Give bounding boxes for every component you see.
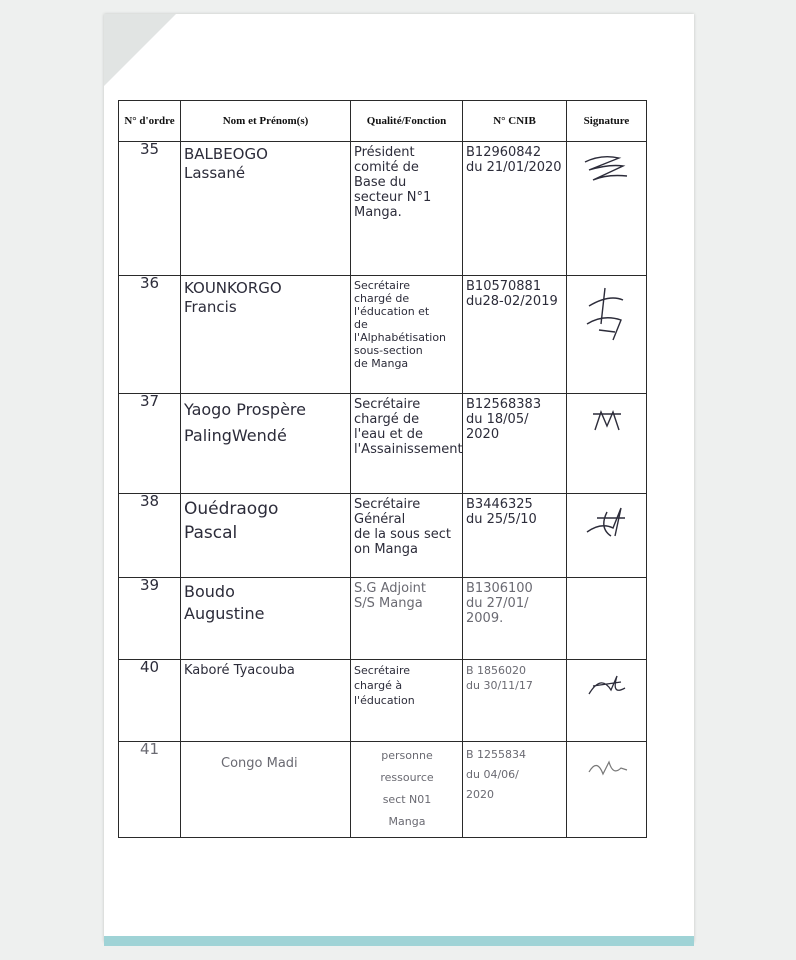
signature-scribble: [579, 284, 635, 344]
signature-scribble: [581, 668, 633, 704]
row-number: 38: [119, 494, 181, 578]
row-signature: [567, 742, 647, 838]
document-page: [104, 14, 694, 942]
header-cnib: N° CNIB: [463, 101, 567, 142]
row-cnib: [463, 660, 567, 742]
row-number: 35: [119, 142, 181, 276]
row-number: 37: [119, 394, 181, 494]
row-name: [181, 660, 351, 742]
row-name-text: KOUNKORGO Francis: [184, 279, 282, 316]
row-role-text: Président comité de Base du secteur N°1 Manga.: [354, 145, 432, 220]
signature-scribble: [581, 750, 633, 786]
table-row: [119, 276, 647, 394]
row-cnib-text: B3446325 du 25/5/10: [466, 497, 537, 527]
table-row: [119, 394, 647, 494]
row-role: [351, 660, 463, 742]
signature-table: [118, 100, 647, 838]
row-role-text: Secrétaire chargé de l'eau et de l'Assainissement: [354, 397, 463, 457]
row-cnib-text: B 1255834 du 04/06/ 2020: [466, 748, 527, 801]
bottom-strip: [104, 936, 694, 946]
row-name: [181, 742, 351, 838]
header-role: Qualité/Fonction: [351, 101, 463, 142]
row-role: [351, 394, 463, 494]
signature-scribble: [579, 150, 635, 190]
row-cnib: [463, 578, 567, 660]
row-name: [181, 578, 351, 660]
row-cnib-text: B12960842 du 21/01/2020: [466, 145, 562, 175]
header-signature: Signature: [567, 101, 647, 142]
row-role-text: Secrétaire Général de la sous sect on Manga: [354, 497, 451, 557]
row-name: [181, 142, 351, 276]
row-name: [181, 394, 351, 494]
row-cnib: [463, 394, 567, 494]
row-cnib-text: B12568383 du 18/05/ 2020: [466, 397, 542, 442]
row-role: [351, 142, 463, 276]
row-role-text: Secrétaire chargé de l'éducation et de l'Alphabétisation sous-section de Manga: [354, 279, 447, 370]
row-cnib: [463, 494, 567, 578]
row-name-text: Congo Madi: [221, 756, 298, 771]
row-cnib: [463, 742, 567, 838]
row-name-text: Yaogo Prospère PalingWendé: [184, 400, 306, 445]
row-name: [181, 276, 351, 394]
page-fold-shadow: [104, 14, 176, 86]
row-number: 41: [119, 742, 181, 838]
row-number: 40: [119, 660, 181, 742]
row-number: 36: [119, 276, 181, 394]
table-row: [119, 578, 647, 660]
row-cnib: [463, 276, 567, 394]
header-name: Nom et Prénom(s): [181, 101, 351, 142]
signature-scribble: [587, 402, 627, 442]
row-number: 39: [119, 578, 181, 660]
row-signature: [567, 660, 647, 742]
row-name: [181, 494, 351, 578]
row-role: [351, 494, 463, 578]
row-signature: [567, 142, 647, 276]
table-row: [119, 494, 647, 578]
row-name-text: Ouédraogo Pascal: [184, 499, 279, 543]
row-role-text: S.G Adjoint S/S Manga: [354, 581, 427, 611]
row-signature-empty: [567, 578, 647, 660]
row-role-text: Secrétaire chargé à l'éducation: [354, 664, 415, 707]
row-signature: [567, 276, 647, 394]
row-signature: [567, 394, 647, 494]
row-role: [351, 276, 463, 394]
table-row: [119, 742, 647, 838]
table-row: [119, 142, 647, 276]
header-order: N° d'ordre: [119, 101, 181, 142]
row-cnib-text: B1306100 du 27/01/ 2009.: [466, 581, 533, 626]
row-cnib-text: B10570881 du28-02/2019: [466, 279, 558, 309]
row-cnib: [463, 142, 567, 276]
signature-scribble: [581, 502, 633, 542]
row-name-text: BALBEOGO Lassané: [184, 145, 268, 182]
table-header-row: [119, 101, 647, 142]
row-role: [351, 578, 463, 660]
row-role-text: personne ressource sect N01 Manga: [380, 749, 434, 828]
row-name-text: Boudo Augustine: [184, 582, 265, 623]
row-signature: [567, 494, 647, 578]
row-cnib-text: B 1856020 du 30/11/17: [466, 664, 533, 692]
row-name-text: Kaboré Tyacouba: [184, 663, 295, 678]
table-row: [119, 660, 647, 742]
row-role: [351, 742, 463, 838]
